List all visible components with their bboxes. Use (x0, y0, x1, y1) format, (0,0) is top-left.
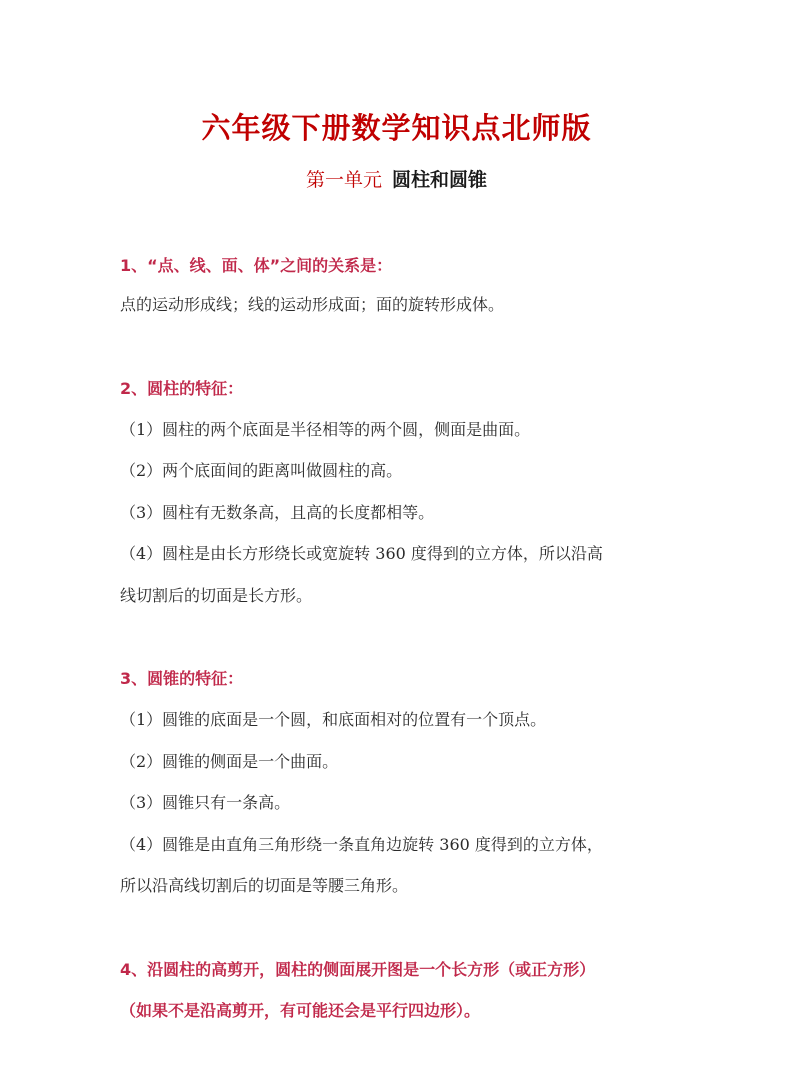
unit-topic: 圆柱和圆锥 (392, 169, 488, 191)
section-2-line-4: （4）圆柱是由长方形绕长或宽旋转 360 度得到的立方体，所以沿高 (120, 544, 603, 563)
section-3-line-4: （4）圆锥是由直角三角形绕一条直角边旋转 360 度得到的立方体， (120, 835, 603, 854)
section-2-line-3: （3）圆柱有无数条高，且高的长度都相等。 (120, 503, 435, 522)
section-2-line-1: （1）圆柱的两个底面是半径相等的两个圆，侧面是曲面。 (120, 420, 531, 439)
section-4-heading-line-1: 4、沿圆柱的高剪开，圆柱的侧面展开图是一个长方形（或正方形） (120, 960, 596, 979)
unit-label: 第一单元 (305, 169, 382, 191)
section-3-line-3: （3）圆锥只有一条高。 (120, 793, 291, 812)
unit-heading (0, 165, 793, 195)
section-1-heading: 1、“点、线、面、体”之间的关系是： (120, 256, 393, 275)
section-2-heading: 2、圆柱的特征： (120, 379, 244, 398)
section-3-line-5: 所以沿高线切割后的切面是等腰三角形。 (120, 876, 409, 895)
section-2-line-2: （2）两个底面间的距离叫做圆柱的高。 (120, 461, 403, 480)
section-2-line-5: 线切割后的切面是长方形。 (120, 586, 313, 605)
section-4-heading-line-2: （如果不是沿高剪开，有可能还会是平行四边形）。 (120, 1001, 481, 1020)
section-3-line-1: （1）圆锥的底面是一个圆，和底面相对的位置有一个顶点。 (120, 710, 547, 729)
section-3-line-2: （2）圆锥的侧面是一个曲面。 (120, 752, 339, 771)
section-1-line-1: 点的运动形成线；线的运动形成面；面的旋转形成体。 (120, 295, 505, 314)
document-title: 六年级下册数学知识点北师版 (201, 111, 592, 145)
section-3-heading: 3、圆锥的特征： (120, 669, 244, 688)
